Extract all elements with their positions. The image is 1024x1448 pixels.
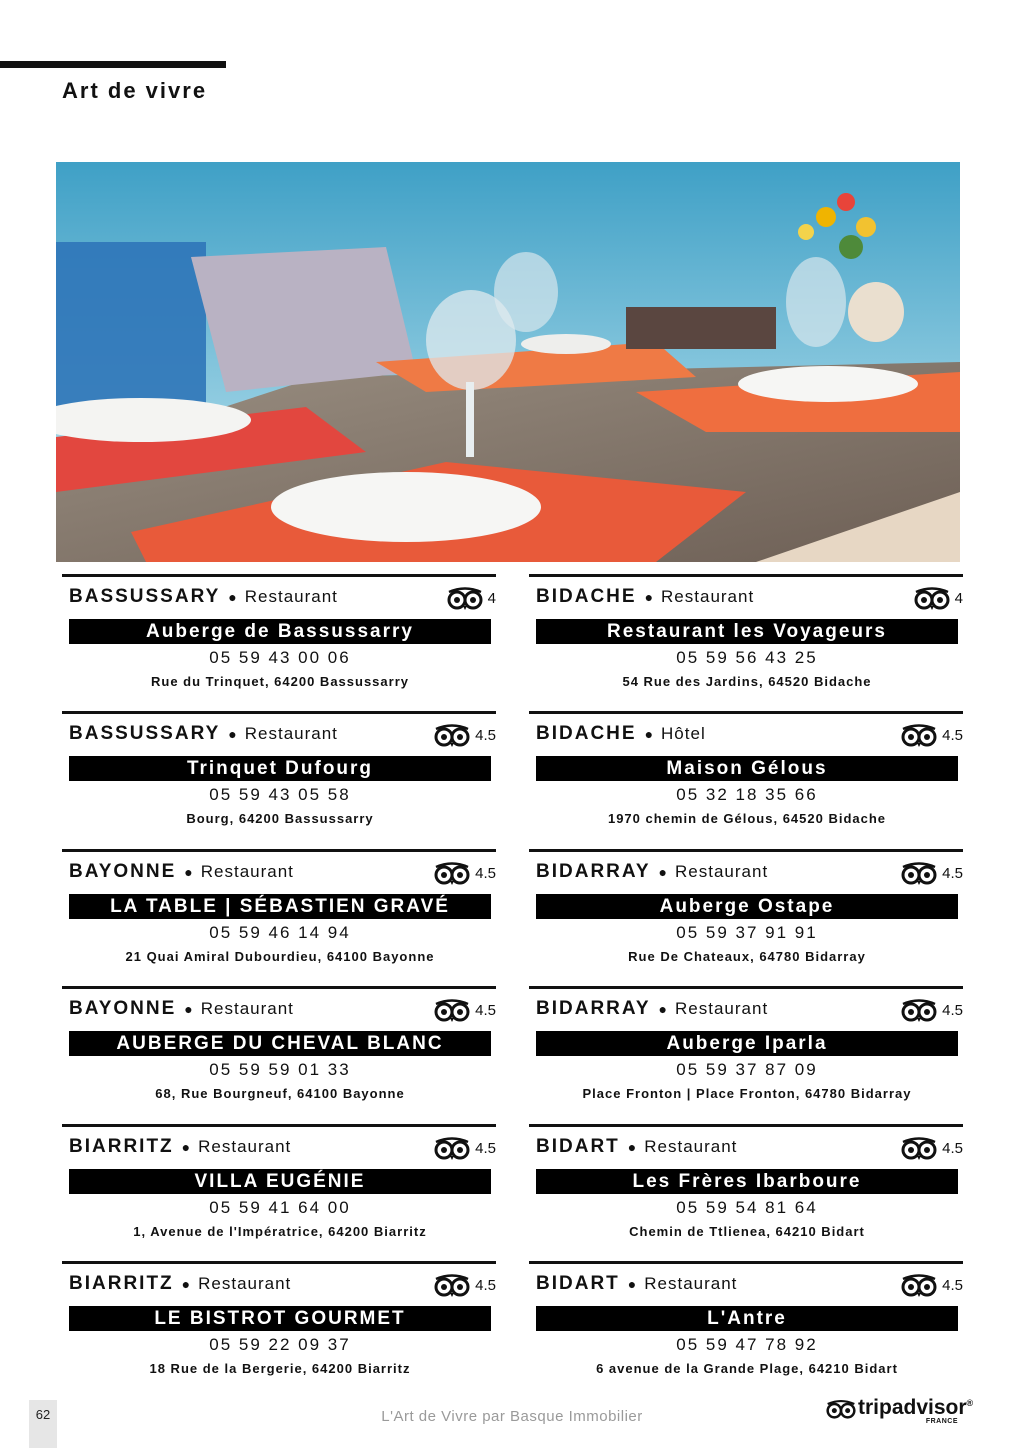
separator-dot: ● (228, 726, 237, 742)
listing-rating (900, 1135, 963, 1161)
listing-address: 6 avenue de la Grande Plage, 64210 Bidart (596, 1361, 898, 1376)
listing-city: BIARRITZ (69, 1136, 174, 1157)
listing-name: Restaurant les Voyageurs (536, 619, 958, 644)
listing-address: Rue De Chateaux, 64780 Bidarray (628, 949, 866, 964)
separator-dot: ● (228, 589, 237, 605)
listing-rating (900, 1272, 963, 1298)
listing-phone: 05 59 59 01 33 (209, 1060, 351, 1079)
tripadvisor-owl-icon (446, 586, 484, 610)
separator-dot: ● (627, 1276, 637, 1292)
listing-phone: 05 59 22 09 37 (209, 1335, 351, 1354)
hero-photo-beach-table (56, 162, 960, 562)
listing-city: BASSUSSARY (69, 586, 221, 607)
listing-type: Restaurant (644, 1274, 738, 1293)
separator-dot: ● (658, 864, 668, 880)
rating-value: 4.5 (942, 1139, 963, 1157)
listing-address: Place Fronton | Place Fronton, 64780 Bidarray (582, 1086, 912, 1101)
listing-rating (446, 585, 496, 611)
listing-card (529, 849, 963, 979)
listing-rating (900, 722, 963, 748)
tripadvisor-owl-icon (433, 861, 471, 885)
listing-name: Auberge de Bassussarry (69, 619, 491, 644)
listing-address: 1970 chemin de Gélous, 64520 Bidache (607, 811, 887, 826)
tripadvisor-owl-icon (913, 586, 951, 610)
top-rule (0, 61, 226, 68)
listing-type: Restaurant (200, 999, 294, 1018)
rating-value: 4.5 (942, 726, 963, 744)
listing-address: Chemin de Ttlienea, 64210 Bidart (629, 1224, 865, 1239)
page-number: 62 (35, 1407, 51, 1422)
listing-phone: 05 59 43 05 58 (209, 785, 351, 804)
listing-address: 18 Rue de la Bergerie, 64200 Biarritz (149, 1361, 411, 1376)
listing-phone: 05 59 41 64 00 (209, 1198, 351, 1217)
tripadvisor-country: FRANCE (925, 1418, 958, 1425)
tripadvisor-logo (824, 1396, 974, 1426)
listing-city: BIDARRAY (536, 861, 651, 882)
separator-dot: ● (181, 1139, 191, 1155)
listing-address: Rue du Trinquet, 64200 Bassussarry (151, 674, 409, 689)
listing-rating (900, 997, 963, 1023)
listing-rating (433, 1135, 496, 1161)
listing-address: 21 Quai Amiral Dubourdieu, 64100 Bayonne (125, 949, 435, 964)
rating-value: 4.5 (475, 1001, 496, 1019)
tripadvisor-owl-icon (433, 998, 471, 1022)
rating-value: 4.5 (942, 1001, 963, 1019)
listing-address: 1, Avenue de l'Impératrice, 64200 Biarritz (133, 1224, 427, 1239)
listing-city: BIDART (536, 1273, 620, 1294)
separator-dot: ● (184, 864, 193, 880)
listing-name: Trinquet Dufourg (69, 756, 491, 781)
separator-dot: ● (658, 1001, 668, 1017)
rating-value: 4.5 (942, 864, 963, 882)
rating-value: 4 (954, 589, 963, 607)
listing-card (529, 574, 963, 704)
listing-rating (913, 585, 963, 611)
listing-name: LA TABLE | SÉBASTIEN GRAVÉ (69, 894, 491, 919)
tripadvisor-owl-icon (433, 1136, 471, 1160)
tripadvisor-owl-icon (824, 1399, 858, 1419)
listing-phone: 05 59 47 78 92 (676, 1335, 818, 1354)
rating-value: 4 (487, 589, 496, 607)
listing-address: Bourg, 64200 Bassussarry (186, 811, 374, 826)
listing-city: BAYONNE (69, 861, 177, 882)
listing-type: Restaurant (198, 1137, 292, 1156)
tripadvisor-owl-icon (900, 1273, 938, 1297)
separator-dot: ● (184, 1001, 193, 1017)
listing-address: 68, Rue Bourgneuf, 64100 Bayonne (155, 1086, 405, 1101)
listing-phone: 05 59 37 91 91 (676, 923, 818, 942)
listing-type: Restaurant (644, 1137, 738, 1156)
footer-text: L'Art de Vivre par Basque Immobilier (381, 1408, 643, 1425)
listing-name: LE BISTROT GOURMET (69, 1306, 491, 1331)
listing-name: VILLA EUGÉNIE (69, 1169, 491, 1194)
listing-card (62, 574, 496, 704)
tripadvisor-owl-icon (900, 861, 938, 885)
listing-name: Auberge Iparla (536, 1031, 958, 1056)
listing-card (62, 986, 496, 1116)
rating-value: 4.5 (475, 1276, 496, 1294)
tripadvisor-owl-icon (433, 723, 471, 747)
listing-card (529, 711, 963, 841)
listing-type: Restaurant (661, 587, 755, 606)
listing-city: BASSUSSARY (69, 723, 221, 744)
tripadvisor-owl-icon (900, 998, 938, 1022)
rating-value: 4.5 (942, 1276, 963, 1294)
listing-rating (433, 860, 496, 886)
rating-value: 4.5 (475, 864, 496, 882)
listing-phone: 05 59 43 00 06 (209, 648, 351, 667)
listing-type: Restaurant (244, 724, 338, 743)
listing-city: BIDART (536, 1136, 620, 1157)
listing-phone: 05 59 56 43 25 (676, 648, 818, 667)
listing-type: Restaurant (244, 587, 338, 606)
tripadvisor-owl-icon (900, 723, 938, 747)
listing-phone: 05 32 18 35 66 (676, 785, 818, 804)
listing-card (62, 1261, 496, 1391)
listing-name: Auberge Ostape (536, 894, 958, 919)
listing-rating (433, 997, 496, 1023)
listing-city: BIDARRAY (536, 998, 651, 1019)
listing-type: Restaurant (675, 999, 769, 1018)
listing-phone: 05 59 37 87 09 (676, 1060, 818, 1079)
tripadvisor-owl-icon (900, 1136, 938, 1160)
rating-value: 4.5 (475, 726, 496, 744)
listing-name: Les Frères Ibarboure (536, 1169, 958, 1194)
listing-phone: 05 59 46 14 94 (209, 923, 351, 942)
listing-rating (433, 722, 496, 748)
separator-dot: ● (644, 726, 654, 742)
listing-type: Restaurant (200, 862, 294, 881)
section-title: Art de vivre (62, 78, 208, 103)
listing-city: BAYONNE (69, 998, 177, 1019)
listing-card (62, 849, 496, 979)
tripadvisor-wordmark: tripadvisor® (858, 1396, 974, 1419)
rating-value: 4.5 (475, 1139, 496, 1157)
listing-rating (900, 860, 963, 886)
listing-address: 54 Rue des Jardins, 64520 Bidache (622, 674, 872, 689)
listing-type: Restaurant (675, 862, 769, 881)
separator-dot: ● (627, 1139, 637, 1155)
listing-card (529, 986, 963, 1116)
listing-card (529, 1124, 963, 1254)
listing-phone: 05 59 54 81 64 (676, 1198, 818, 1217)
listing-card (529, 1261, 963, 1391)
listing-rating (433, 1272, 496, 1298)
listing-name: AUBERGE DU CHEVAL BLANC (69, 1031, 491, 1056)
listing-city: BIDACHE (536, 723, 637, 744)
listing-type: Hôtel (661, 724, 706, 743)
separator-dot: ● (181, 1276, 191, 1292)
tripadvisor-owl-icon (433, 1273, 471, 1297)
listing-card (62, 711, 496, 841)
listing-card (62, 1124, 496, 1254)
separator-dot: ● (644, 589, 654, 605)
listing-city: BIDACHE (536, 586, 637, 607)
listing-name: Maison Gélous (536, 756, 958, 781)
listing-type: Restaurant (198, 1274, 292, 1293)
listing-name: L'Antre (536, 1306, 958, 1331)
listing-city: BIARRITZ (69, 1273, 174, 1294)
